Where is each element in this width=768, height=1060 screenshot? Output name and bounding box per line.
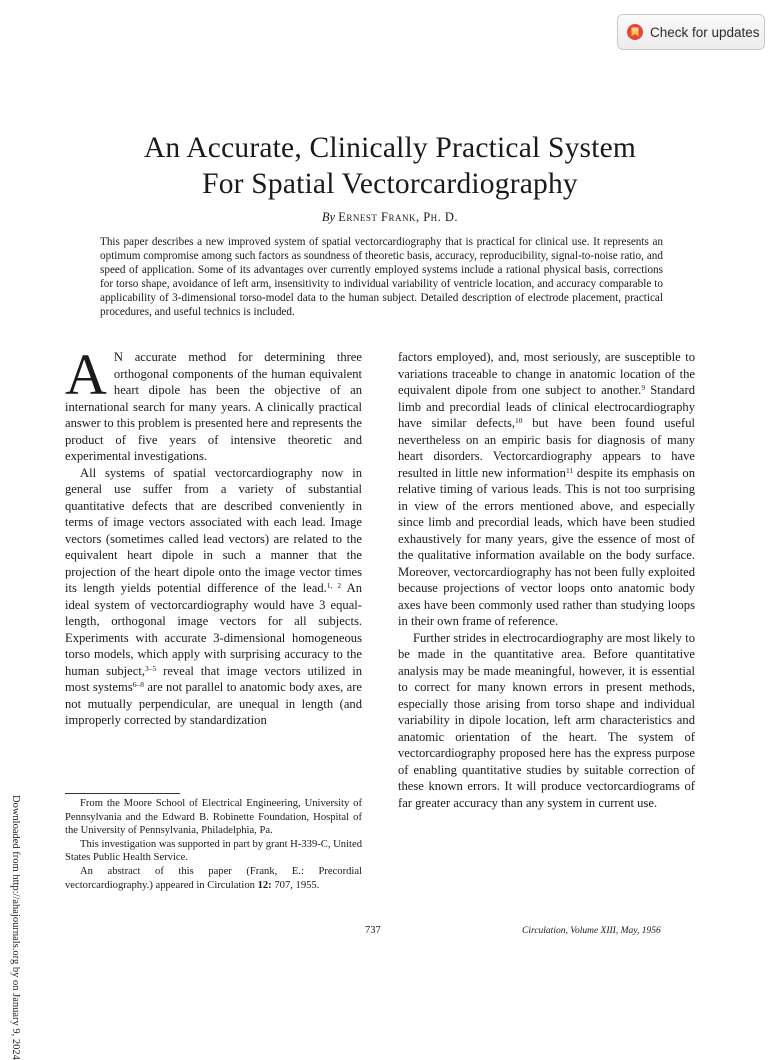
- byline: [60, 210, 720, 225]
- right-column: [398, 349, 695, 811]
- byline-by: By: [321, 210, 336, 224]
- text-run: Standard limb and precordial leads of clinical electrocardiography have similar defects,: [398, 383, 696, 430]
- footnote-divider: [65, 793, 180, 794]
- text-run: An abstract of this paper (Frank, E.: Precordial vectorcardiography.) appeared in Circulation: [65, 865, 362, 891]
- text-run: are not parallel to anatomic body axes, are not mutually perpendicular, are unequal in length (and improperly corrected by standardization: [65, 680, 363, 727]
- author-name: Ernest Frank, Ph. D.: [338, 210, 459, 224]
- reference-mark[interactable]: 1, 2: [326, 581, 342, 590]
- text-run: but have been found useful nevertheless on an empiric basis for diagnosis of many heart disorders. Vectorcardiography appears to have resulted in little new information: [398, 416, 695, 480]
- reference-mark[interactable]: 10: [515, 416, 523, 425]
- text-run: despite its emphasis on relative timing of various leads. This is not too surprising in view of the errors mentioned above, and especially since limb and precordial leads, which have been studied exhaustively for many years, give the essence of most of the qualitative information available on the body surface. Moreover, vectorcardiography has not been fully exploited because projections of vector loops onto anatomic body axes have been commonly used rather than studying loops in their own frame of reference.: [398, 465, 695, 628]
- crossmark-icon: [626, 23, 644, 41]
- drop-cap: A: [65, 342, 107, 407]
- intro-paragraph: [65, 342, 362, 465]
- volume-number: 12:: [257, 879, 272, 891]
- title-line-2: For Spatial Vectorcardiography: [202, 168, 578, 200]
- download-watermark: Downloaded from http://ahajournals.org by on January 9, 2024: [10, 795, 21, 1060]
- text-run: factors employed), and, most seriously, are susceptible to variations traceable to change in anatomic location of the equivalent dipole from one subject to another.: [398, 350, 695, 397]
- body-paragraph: [398, 349, 695, 630]
- text-run: 707, 1955.: [271, 879, 320, 891]
- page-number: 737: [365, 925, 381, 936]
- check-for-updates-button[interactable]: [617, 14, 765, 50]
- reference-mark[interactable]: 11: [565, 465, 574, 475]
- reference-mark[interactable]: 6–8: [132, 680, 144, 689]
- text-run: reveal that image vectors utilized in most systems: [65, 663, 362, 694]
- abstract: This paper describes a new improved system of spatial vectorcardiography that is practical for clinical use. It represents an optimum compromise among such factors as soundness of theoretic basis, accuracy, reproducibility, signal-to-noise ratio, and speed of application. Some of its advantages over currently employed systems include a rational physical basis, corrections for torso shape, avoidance of left arm, insensitivity to individual variability of ventricle location, and accuracy comparable to applicability of 3-dimensional torso-model data to the human subject. Detailed description of electrode placement, practical procedures, and useful technics is included.: [100, 236, 663, 318]
- body-paragraph: [65, 465, 362, 729]
- text-run: All systems of spatial vectorcardiography now in general use suffer from a variety of substantial quantitative defects that are described conveniently in terms of image vectors associated with each lead. Image vectors (sometimes called lead vectors) are related to the equivalent heart dipole in such a manner that the projection of the heart dipole onto the image vector times its length yields potential difference of the lead.: [65, 465, 362, 595]
- footnotes: [65, 797, 362, 892]
- footnote-abstract: [65, 865, 362, 892]
- intro-text: N accurate method for determining three orthogonal components of the human equivalent heart dipole has been the objective of an international search for many years. A clinically practical answer to this problem is presented here and represents the product of five years of intensive theoretic and experimental investigations.: [65, 350, 362, 463]
- footnote-grant: This investigation was supported in part by grant H-339-C, United States Public Health Service.: [65, 838, 362, 864]
- body-paragraph: Further strides in electrocardiography are most likely to be made in the quantitative area. Before quantitative analysis may be made meaningful, however, it is essential to correct for many known errors in present methods, especially those arising from torso shape and individual variability in dipole location, left arm characteristics and anatomic orientation of the heart. The system of vectorcardiography proposed here has the express purpose of enabling quantitative studies by suitable correction of these known errors. It will produce vectorcardiograms of far greater accuracy than any system in current use.: [398, 630, 695, 810]
- reference-mark[interactable]: 9: [641, 383, 646, 392]
- left-column: [65, 342, 363, 729]
- title-line-1: An Accurate, Clinically Practical System: [143, 132, 637, 164]
- check-for-updates-label: Check for updates: [650, 24, 760, 40]
- footnote-affiliation: From the Moore School of Electrical Engineering, University of Pennsylvania and the Edward B. Robinette Foundation, Hospital of the University of Pennsylvania, Philadelphia, Pa.: [65, 798, 362, 837]
- text-run: An ideal system of vectorcardiography would have 3 equal-length, orthogonal image vectors for all subjects. Experiments with accurate 3-dimensional homogeneous torso models, which apply with surprising accuracy to the human subject,: [65, 581, 362, 678]
- reference-mark[interactable]: 3–5: [145, 663, 157, 673]
- journal-citation: Circulation, Volume XIII, May, 1956: [522, 926, 661, 936]
